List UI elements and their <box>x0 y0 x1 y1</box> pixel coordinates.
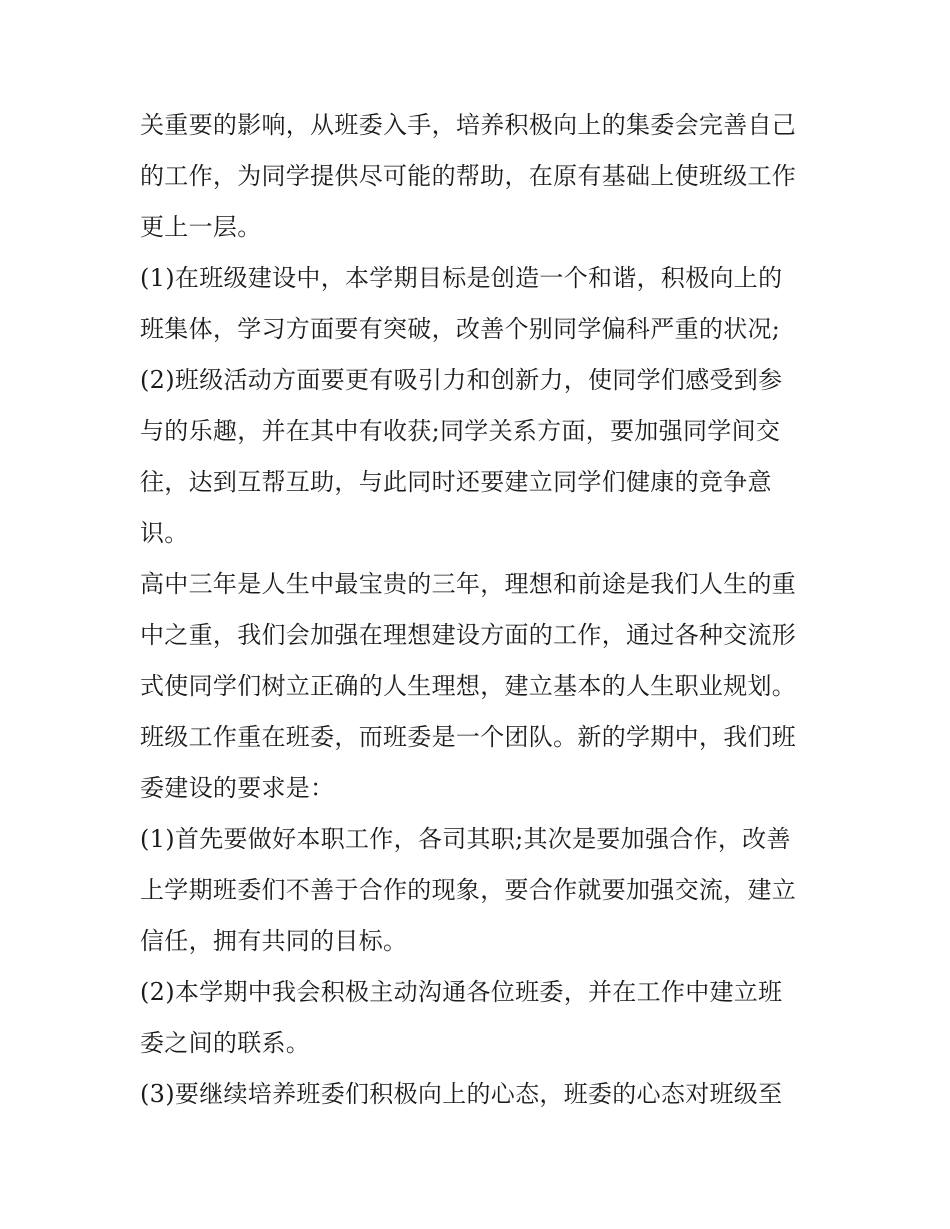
text-line: 信任，拥有共同的目标。 <box>140 927 408 955</box>
text-line: (3)要继续培养班委们积极向上的心态，班委的心态对班级至 <box>140 1080 783 1108</box>
text-line: (1)首先要做好本职工作，各司其职;其次是要加强合作，改善 <box>140 825 791 853</box>
text-line: (2)班级活动方面要更有吸引力和创新力，使同学们感受到参 <box>140 366 783 394</box>
document-body <box>140 100 820 1120</box>
text-line: 中之重，我们会加强在理想建设方面的工作，通过各种交流形 <box>140 621 797 649</box>
text-line: 班级工作重在班委，而班委是一个团队。新的学期中，我们班 <box>140 723 797 751</box>
text-line: 更上一层。 <box>140 213 262 241</box>
text-line: 委建设的要求是： <box>140 774 335 802</box>
text-line: 高中三年是人生中最宝贵的三年，理想和前途是我们人生的重 <box>140 570 797 598</box>
text-line: (1)在班级建设中，本学期目标是创造一个和谐，积极向上的 <box>140 264 783 292</box>
text-line: 与的乐趣，并在其中有收获;同学关系方面，要加强同学间交 <box>140 417 781 445</box>
text-line: 往，达到互帮互助，与此同时还要建立同学们健康的竞争意 <box>140 468 772 496</box>
text-line: 关重要的影响，从班委入手，培养积极向上的集委会完善自己 <box>140 111 797 139</box>
text-line: 识。 <box>140 519 189 547</box>
text-line: (2)本学期中我会积极主动沟通各位班委，并在工作中建立班 <box>140 978 783 1006</box>
text-line: 委之间的联系。 <box>140 1029 311 1057</box>
text-line: 的工作，为同学提供尽可能的帮助，在原有基础上使班级工作 <box>140 162 797 190</box>
text-line: 式使同学们树立正确的人生理想，建立基本的人生职业规划。 <box>140 672 797 700</box>
text-line: 上学期班委们不善于合作的现象，要合作就要加强交流，建立 <box>140 876 797 904</box>
text-line: 班集体，学习方面要有突破，改善个别同学偏科严重的状况; <box>140 315 781 343</box>
